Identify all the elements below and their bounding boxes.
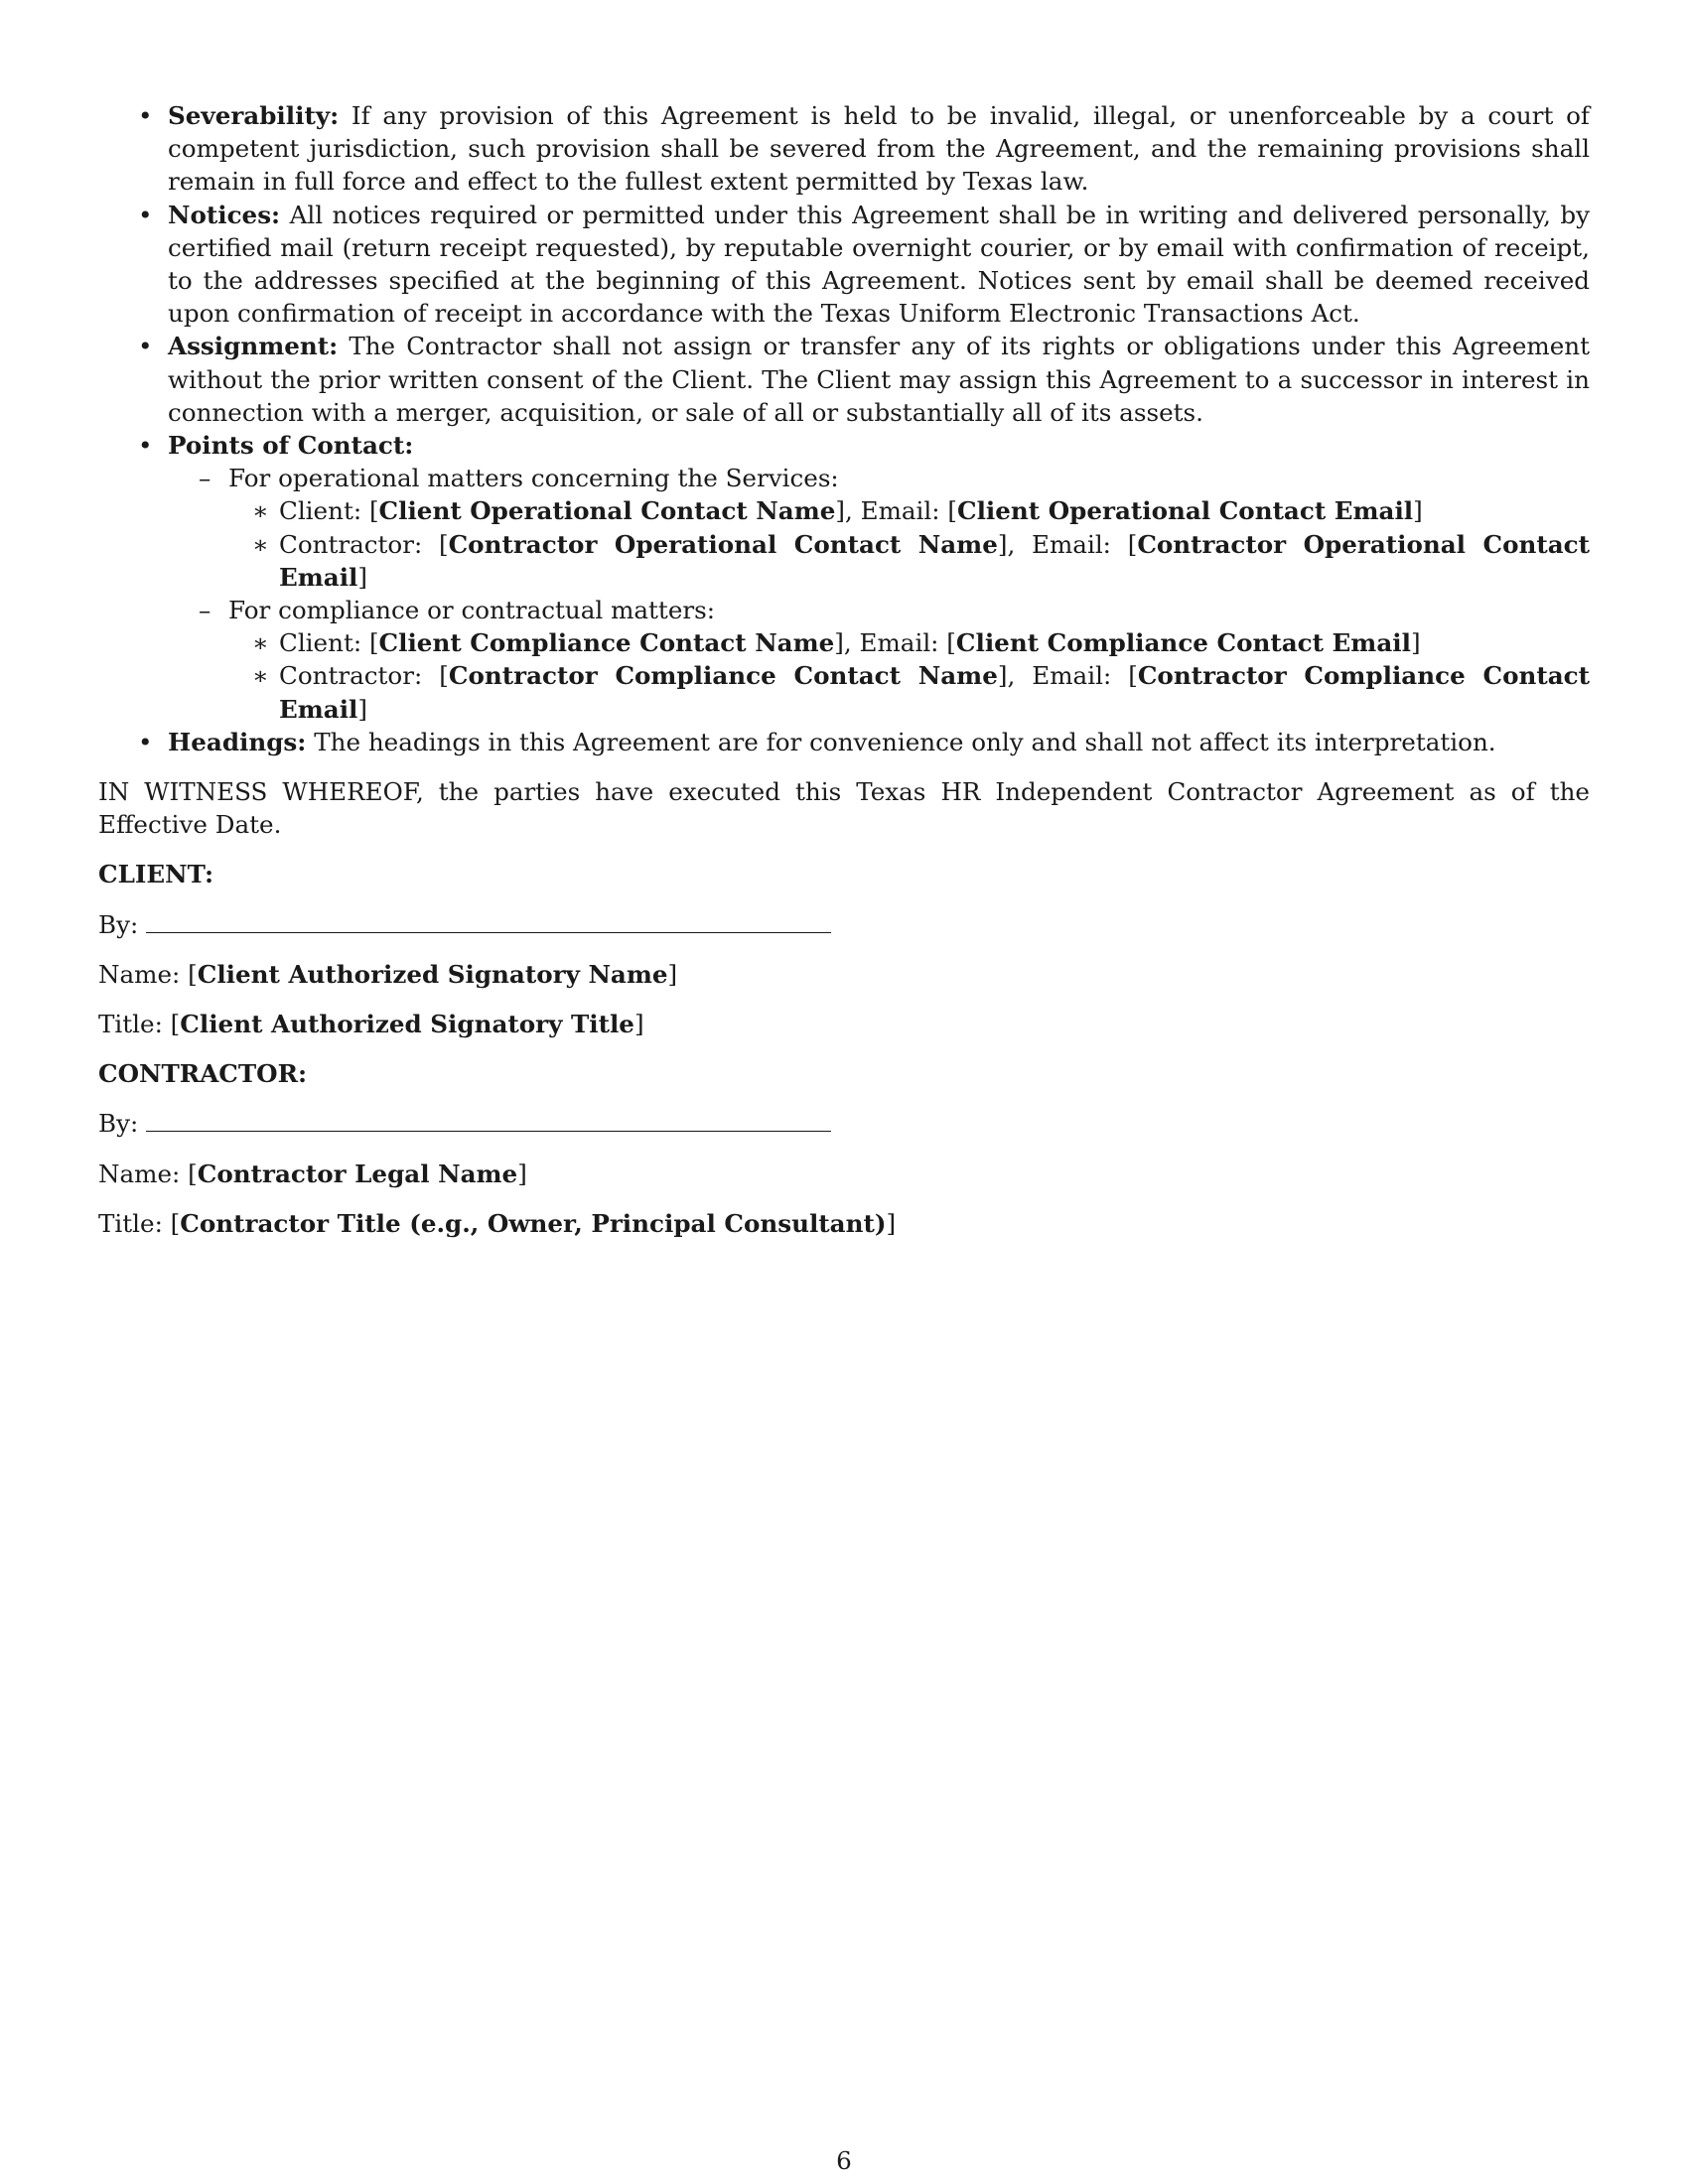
email-label: Email: <box>859 628 939 658</box>
clause-text: All notices required or permitted under this Agreement shall be in writing and delivered personally, by certified mail (return receipt requested), by reputable overnight courier, or by email with confirmation of receipt, to the addresses specified at the beginning of this Agreement. Notices sent by email shall be deemed received upon confirmation of receipt in accordance with the Texas Uniform Electronic Transactions Act. <box>168 200 1590 329</box>
contractor-signature-heading: CONTRACTOR: <box>98 1059 308 1089</box>
client-signatory-title: Title: [Client Authorized Signatory Title] <box>98 1010 644 1039</box>
clause-heading: Notices: <box>168 200 281 229</box>
clause-points-of-contact <box>98 429 1590 726</box>
contact-list <box>228 626 1590 726</box>
page-number: 6 <box>836 2146 852 2175</box>
client-signature-field[interactable] <box>146 908 831 933</box>
contact-email: Client Compliance Contact Email <box>955 628 1411 658</box>
contact-role: Client: <box>279 496 362 526</box>
contractor-title-value: Contractor Title (e.g., Owner, Principal Consultant) <box>180 1208 887 1238</box>
contact-client-operational: ∗ Client: [Client Operational Contact Name], Email: [Client Operational Contact Email] <box>228 494 1590 527</box>
by-label: By: <box>98 1109 139 1139</box>
name-label: Name: <box>98 959 181 989</box>
client-signature-line <box>98 908 1590 941</box>
clause-text: If any provision of this Agreement is held to be invalid, illegal, or unenforceable by a court of competent jurisdiction, such provision shall be severed from the Agreement, and the remaining provisions shall remain in full force and effect to the fullest extent permitted by Texas law. <box>168 101 1590 197</box>
contact-name: Client Operational Contact Name <box>378 496 836 526</box>
contact-name: Contractor Operational Contact Name <box>448 529 998 559</box>
contact-group-compliance <box>168 594 1590 726</box>
contractor-signatory-name: Name: [Contractor Legal Name] <box>98 1159 527 1188</box>
clause-heading: Assignment: <box>168 332 339 361</box>
contact-contractor-operational: ∗ Contractor: [Contractor Operational Contact Name], Email: [Contractor Operational Contact Email] <box>228 528 1590 594</box>
clause-heading: Points of Contact: <box>168 431 414 461</box>
contact-role: Contractor: <box>279 661 423 691</box>
contact-groups <box>168 462 1590 726</box>
contact-group-intro: For compliance or contractual matters: <box>228 596 716 625</box>
clause-text: The headings in this Agreement are for convenience only and shall not affect its interpretation. <box>314 727 1496 756</box>
contact-contractor-compliance: ∗ Contractor: [Contractor Compliance Contact Name], Email: [Contractor Compliance Contact Email] <box>228 659 1590 725</box>
clause-assignment <box>98 330 1590 429</box>
contractor-signature-line <box>98 1107 1590 1140</box>
client-name-value: Client Authorized Signatory Name <box>197 959 668 989</box>
by-label: By: <box>98 909 139 939</box>
clause-list <box>98 99 1590 758</box>
client-signature-heading: CLIENT: <box>98 860 214 889</box>
contact-client-compliance: ∗ Client: [Client Compliance Contact Name], Email: [Client Compliance Contact Email] <box>228 626 1590 659</box>
contact-group-operational <box>168 462 1590 594</box>
email-label: Email: <box>1032 661 1112 691</box>
witness-paragraph: IN WITNESS WHEREOF, the parties have executed this Texas HR Independent Contractor Agreement as of the Effective Date. <box>98 777 1590 840</box>
document-page <box>98 99 1590 1240</box>
clause-severability <box>98 99 1590 199</box>
contact-group-intro: For operational matters concerning the Services: <box>228 464 839 493</box>
title-label: Title: <box>98 1208 163 1238</box>
title-label: Title: <box>98 1010 163 1039</box>
name-label: Name: <box>98 1159 181 1188</box>
clause-heading: Headings: <box>168 727 307 756</box>
clause-text: The Contractor shall not assign or transfer any of its rights or obligations under this Agreement without the prior written consent of the Client. The Client may assign this Agreement to a successor in interest in connection with a merger, acquisition, or sale of all or substantially all of its assets. <box>168 332 1590 427</box>
contact-email: Client Operational Contact Email <box>957 496 1414 526</box>
contact-role: Contractor: <box>279 529 423 559</box>
email-label: Email: <box>1032 529 1111 559</box>
contractor-signature-field[interactable] <box>146 1107 831 1132</box>
client-title-value: Client Authorized Signatory Title <box>180 1010 634 1039</box>
contact-email: Contractor Compliance Contact Email <box>279 661 1590 724</box>
client-signatory-name: Name: [Client Authorized Signatory Name] <box>98 959 678 989</box>
clause-heading: Severability: <box>168 101 340 130</box>
clause-notices <box>98 199 1590 331</box>
email-label: Email: <box>860 496 940 526</box>
contact-name: Client Compliance Contact Name <box>378 628 835 658</box>
contact-role: Client: <box>279 628 362 658</box>
contact-list <box>228 494 1590 594</box>
contractor-signatory-title: Title: [Contractor Title (e.g., Owner, Principal Consultant)] <box>98 1208 897 1238</box>
contractor-name-value: Contractor Legal Name <box>197 1159 518 1188</box>
contact-name: Contractor Compliance Contact Name <box>448 661 998 691</box>
clause-headings <box>98 726 1590 758</box>
contact-email: Contractor Operational Contact Email <box>279 529 1590 592</box>
